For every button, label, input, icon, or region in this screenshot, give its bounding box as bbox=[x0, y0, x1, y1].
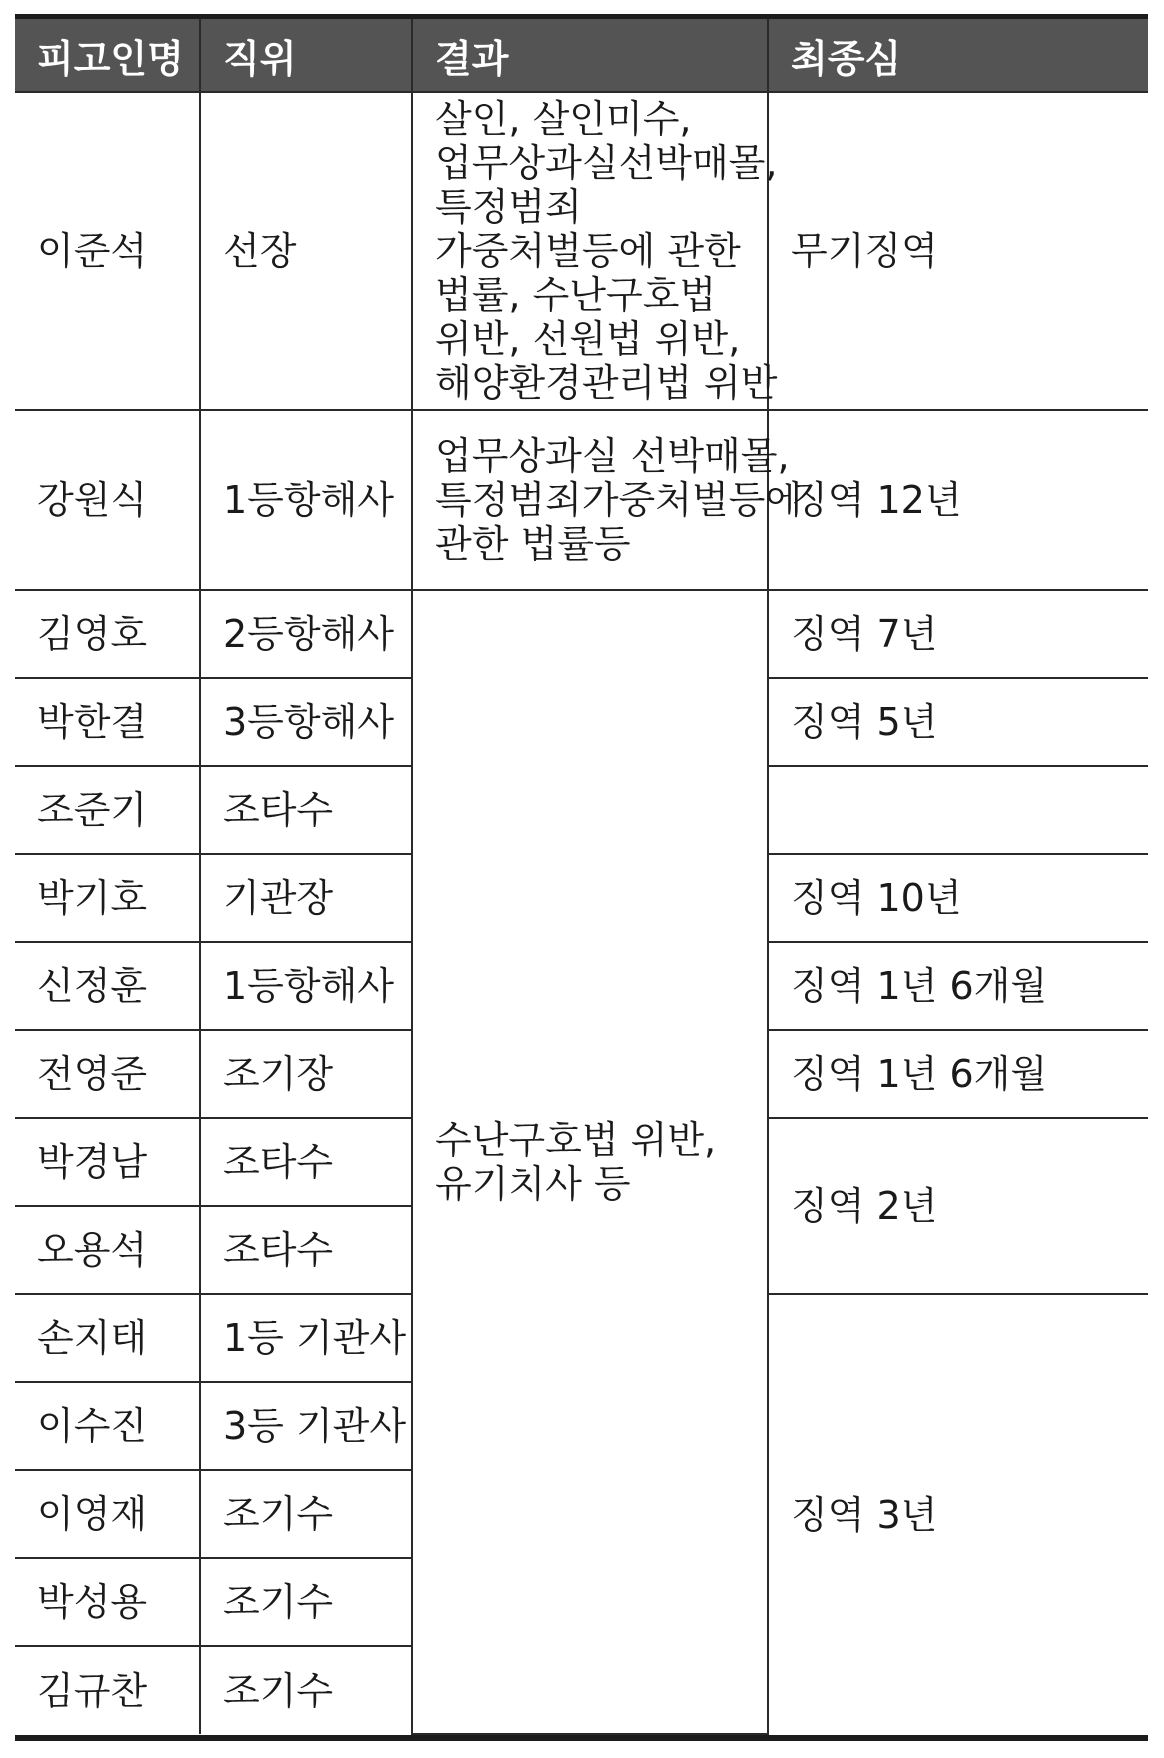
defendant-position: 조기수 bbox=[200, 1646, 412, 1734]
defendant-position: 3등 기관사 bbox=[200, 1382, 412, 1470]
result-line: 업무상과실선박매몰, bbox=[435, 141, 778, 185]
defendant-name: 김규찬 bbox=[15, 1646, 200, 1734]
defendant-position: 조기장 bbox=[200, 1030, 412, 1118]
result-line: 특정범죄가중처벌등에 bbox=[435, 478, 803, 522]
final-sentence-group: 징역 3년 bbox=[791, 1492, 938, 1537]
result-line: 해양환경관리법 위반 bbox=[435, 361, 778, 405]
header-position: 직위 bbox=[200, 19, 412, 92]
defendant-position: 3등항해사 bbox=[200, 678, 412, 766]
table-row bbox=[15, 410, 1148, 590]
result-line: 특정범죄 bbox=[435, 185, 582, 229]
result-line: 살인, 살인미수, bbox=[435, 97, 692, 141]
result-line: 법률, 수난구호법 bbox=[435, 273, 717, 317]
defendant-position: 조기수 bbox=[200, 1558, 412, 1646]
defendant-name: 이영재 bbox=[15, 1470, 200, 1558]
final-sentence: 징역 1년 6개월 bbox=[768, 942, 1148, 1030]
header-final: 최종심 bbox=[768, 19, 1148, 92]
header-result: 결과 bbox=[412, 19, 768, 92]
defendant-name: 오용석 bbox=[15, 1206, 200, 1294]
defendant-position: 1등항해사 bbox=[200, 942, 412, 1030]
defendant-name: 전영준 bbox=[15, 1030, 200, 1118]
defendant-name: 박기호 bbox=[15, 854, 200, 942]
defendant-position: 1등 기관사 bbox=[200, 1294, 412, 1382]
defendant-position: 조타수 bbox=[200, 766, 412, 854]
table-bottom-rule bbox=[15, 1735, 1148, 1741]
defendant-name: 박경남 bbox=[15, 1118, 200, 1206]
defendant-position: 조타수 bbox=[200, 1206, 412, 1294]
result-line: 수난구호법 위반, bbox=[435, 1118, 717, 1162]
header-name: 피고인명 bbox=[15, 19, 200, 92]
table-row bbox=[15, 92, 1148, 410]
defendant-name: 강원식 bbox=[15, 410, 200, 590]
table-row bbox=[15, 590, 1148, 678]
defendant-name: 조준기 bbox=[15, 766, 200, 854]
defendant-name: 김영호 bbox=[15, 590, 200, 678]
result-line: 위반, 선원법 위반, bbox=[435, 317, 741, 361]
result-cell bbox=[412, 92, 778, 410]
defendant-position: 조타수 bbox=[200, 1118, 412, 1206]
verdict-table bbox=[15, 19, 1148, 1735]
result-cell bbox=[412, 410, 803, 590]
defendant-position: 1등항해사 bbox=[200, 410, 412, 590]
result-line: 가중처벌등에 관한 bbox=[435, 229, 741, 273]
defendant-name: 신정훈 bbox=[15, 942, 200, 1030]
verdict-table-container bbox=[15, 14, 1148, 1741]
final-sentence: 징역 12년 bbox=[768, 410, 1148, 590]
defendant-name: 손지태 bbox=[15, 1294, 200, 1382]
defendant-position: 2등항해사 bbox=[200, 590, 412, 678]
final-sentence: 징역 1년 6개월 bbox=[768, 1030, 1148, 1118]
result-line: 관한 법률등 bbox=[435, 522, 631, 566]
result-line: 유기치사 등 bbox=[435, 1162, 631, 1206]
defendant-name: 이준석 bbox=[15, 92, 200, 410]
final-sentence: 무기징역 bbox=[768, 92, 1148, 410]
header-row bbox=[15, 19, 1148, 92]
defendant-position: 선장 bbox=[200, 92, 412, 410]
result-line: 업무상과실 선박매몰, bbox=[435, 434, 790, 478]
defendant-position: 조기수 bbox=[200, 1470, 412, 1558]
defendant-name: 이수진 bbox=[15, 1382, 200, 1470]
final-sentence bbox=[768, 766, 1148, 854]
shared-result-cell bbox=[412, 590, 768, 1734]
defendant-position: 기관장 bbox=[200, 854, 412, 942]
final-sentence: 징역 5년 bbox=[768, 678, 1148, 766]
final-sentence: 징역 7년 bbox=[768, 590, 1148, 678]
defendant-name: 박성용 bbox=[15, 1558, 200, 1646]
final-sentence: 징역 10년 bbox=[768, 854, 1148, 942]
final-sentence-group: 징역 2년 bbox=[768, 1118, 1148, 1294]
defendant-name: 박한결 bbox=[15, 678, 200, 766]
